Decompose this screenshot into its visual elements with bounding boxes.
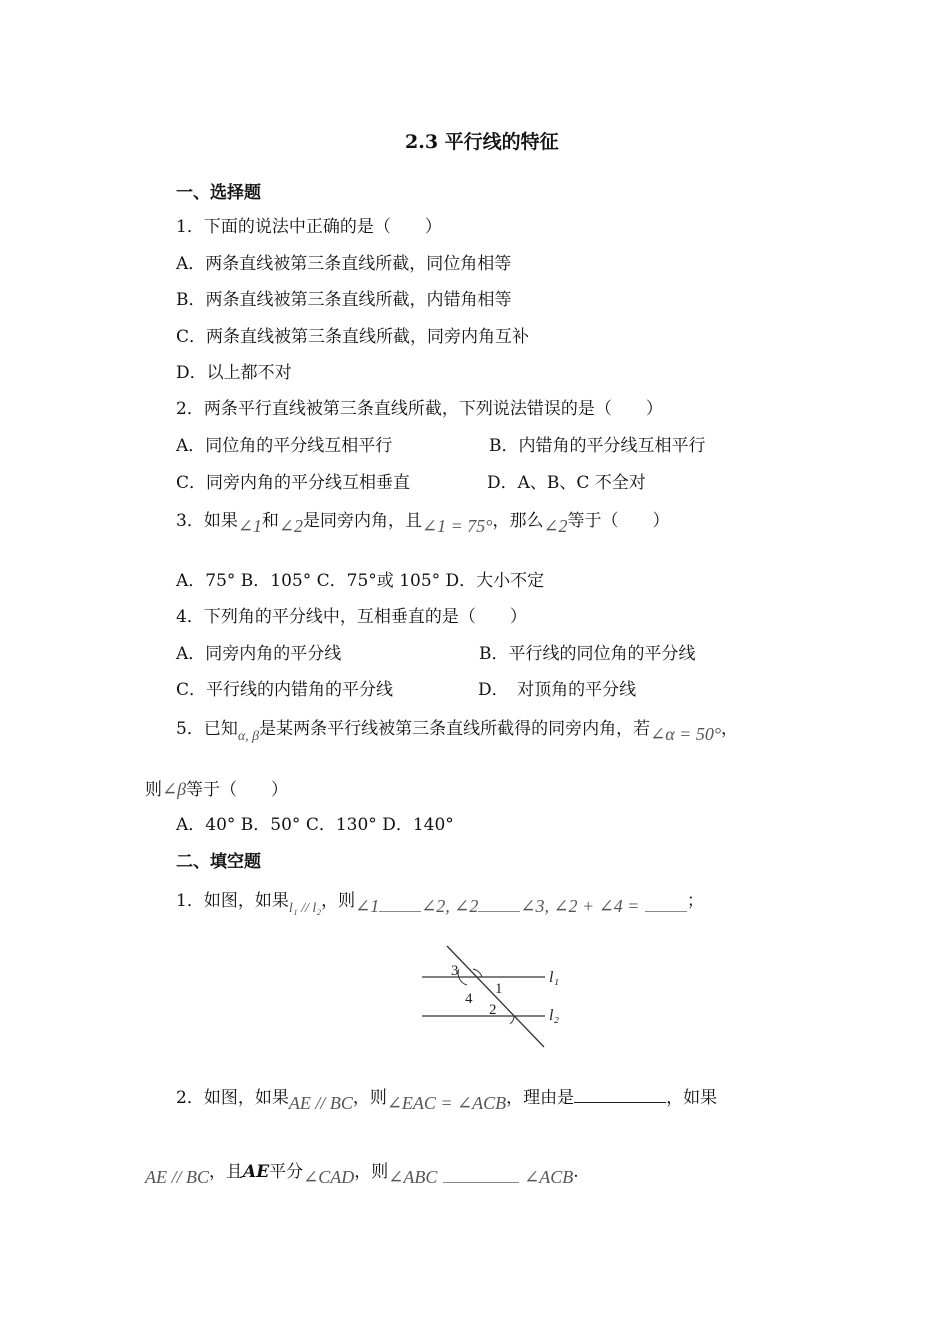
f2-acb: ∠ACB (524, 1167, 574, 1187)
f2-stem (176, 1086, 718, 1113)
f2-line2 (145, 1160, 579, 1187)
f2-then2: ，则 (354, 1162, 389, 1182)
q5-line2-suffix: 等于（ ） (186, 780, 289, 800)
q1-option-b: B．两条直线被第三条直线所截，内错角相等 (176, 290, 512, 310)
f1-blank-2[interactable] (478, 895, 520, 912)
q2-option-c: C．同旁内角的平分线互相垂直 (176, 473, 411, 493)
f1-condition: l₁ // l₂ (288, 901, 322, 916)
q2-option-d: D．A、B、C 不全对 (487, 473, 646, 493)
figure-label-2: 2 (489, 1002, 497, 1018)
q5-beta: ∠β (162, 779, 187, 799)
f2-abc: ∠ABC (388, 1167, 438, 1187)
q3-options: A．75° B．105° C．75°或 105° D．大小不定 (176, 571, 545, 591)
f1-blank-1[interactable] (379, 895, 421, 912)
figure-label-l1: l₁ (549, 969, 560, 986)
angle-arc-2 (510, 1016, 514, 1024)
q3-prefix: 3．如果 (176, 511, 238, 531)
q5-prefix: 5．已知 (176, 719, 238, 739)
q1-option-c: C．两条直线被第三条直线所截，同旁内角互补 (176, 327, 530, 347)
q3-stem (176, 509, 670, 536)
page-title: 2.3 平行线的特征 (405, 131, 559, 153)
q3-angle1: ∠1 (237, 516, 262, 536)
angle-arc-1 (473, 969, 482, 977)
f2-ae: AE (243, 1162, 270, 1182)
q3-and: 和 (261, 511, 279, 531)
q3-angle2b: ∠2 (543, 516, 568, 536)
f2-reason: ，理由是 (506, 1088, 575, 1108)
q3-suffix: 等于（ ） (567, 511, 670, 531)
figure-label-1: 1 (495, 981, 503, 997)
f2-equation: ∠EAC = ∠ACB (386, 1093, 507, 1113)
f2-blank-reason[interactable] (574, 1086, 666, 1103)
f1-then: ，则 (321, 891, 356, 911)
q2-stem: 2．两条平行直线被第三条直线所截，下列说法错误的是（ ） (176, 399, 663, 419)
q5-line2 (145, 778, 288, 801)
f2-and: ，且 (209, 1162, 243, 1182)
f1-expr3: ∠3, ∠2 + ∠4 = (520, 896, 640, 916)
q4-option-d: D． 对顶角的平分线 (478, 680, 637, 700)
q3-then: ，那么 (492, 511, 544, 531)
q5-mid: 是某两条平行线被第三条直线所截得的同旁内角，若 (259, 719, 651, 739)
q1-option-a: A．两条直线被第三条直线所截，同位角相等 (176, 254, 512, 274)
f1-prefix: 1．如图，如果 (176, 891, 289, 911)
figure-label-3: 3 (451, 963, 459, 979)
f2-prefix: 2．如图，如果 (176, 1088, 289, 1108)
q4-option-b: B．平行线的同位角的平分线 (479, 644, 696, 664)
f2-end: . (573, 1162, 579, 1182)
f2-blank-relation[interactable] (443, 1166, 519, 1183)
f1-expr1: ∠1 (355, 896, 380, 916)
parallel-lines-figure (415, 942, 575, 1050)
q5-comma: ， (721, 719, 739, 739)
q5-equation: ∠α = 50° (650, 724, 722, 744)
section-heading-choice: 一、选择题 (176, 183, 261, 203)
q4-option-c: C．平行线的内错角的平分线 (176, 680, 394, 700)
f2-bisects: 平分 (269, 1162, 304, 1182)
f1-end: ； (686, 891, 704, 911)
figure-label-l2: l₂ (549, 1007, 560, 1024)
figure-label-4: 4 (465, 991, 473, 1007)
f2-if-again: ，如果 (666, 1088, 718, 1108)
q5-line2-prefix: 则 (145, 780, 162, 800)
q3-angle2: ∠2 (278, 516, 304, 536)
section-heading-fill: 二、填空题 (176, 852, 261, 872)
q1-option-d: D．以上都不对 (176, 363, 292, 383)
q4-option-a: A．同旁内角的平分线 (176, 644, 342, 664)
f2-then: ，则 (352, 1088, 387, 1108)
f2-condition: AE // BC (288, 1093, 353, 1113)
q2-option-a: A．同位角的平分线互相平行 (176, 436, 393, 456)
f2-condition2: AE // BC (145, 1167, 209, 1187)
q4-stem: 4．下列角的平分线中，互相垂直的是（ ） (176, 607, 527, 627)
f1-stem (176, 889, 704, 914)
q2-option-b: B．内错角的平分线互相平行 (489, 436, 706, 456)
f2-cad: ∠CAD (303, 1167, 355, 1187)
q3-equation: ∠1 = 75° (422, 516, 493, 536)
q5-vars: α, β (237, 729, 260, 744)
q3-mid: 是同旁内角，且 (303, 511, 423, 531)
q5-stem (176, 717, 738, 742)
q1-stem: 1．下面的说法中正确的是（ ） (176, 217, 442, 237)
f1-blank-3[interactable] (645, 895, 687, 912)
q5-options: A．40° B．50° C．130° D．140° (176, 815, 454, 835)
f1-expr2: ∠2, ∠2 (421, 896, 479, 916)
